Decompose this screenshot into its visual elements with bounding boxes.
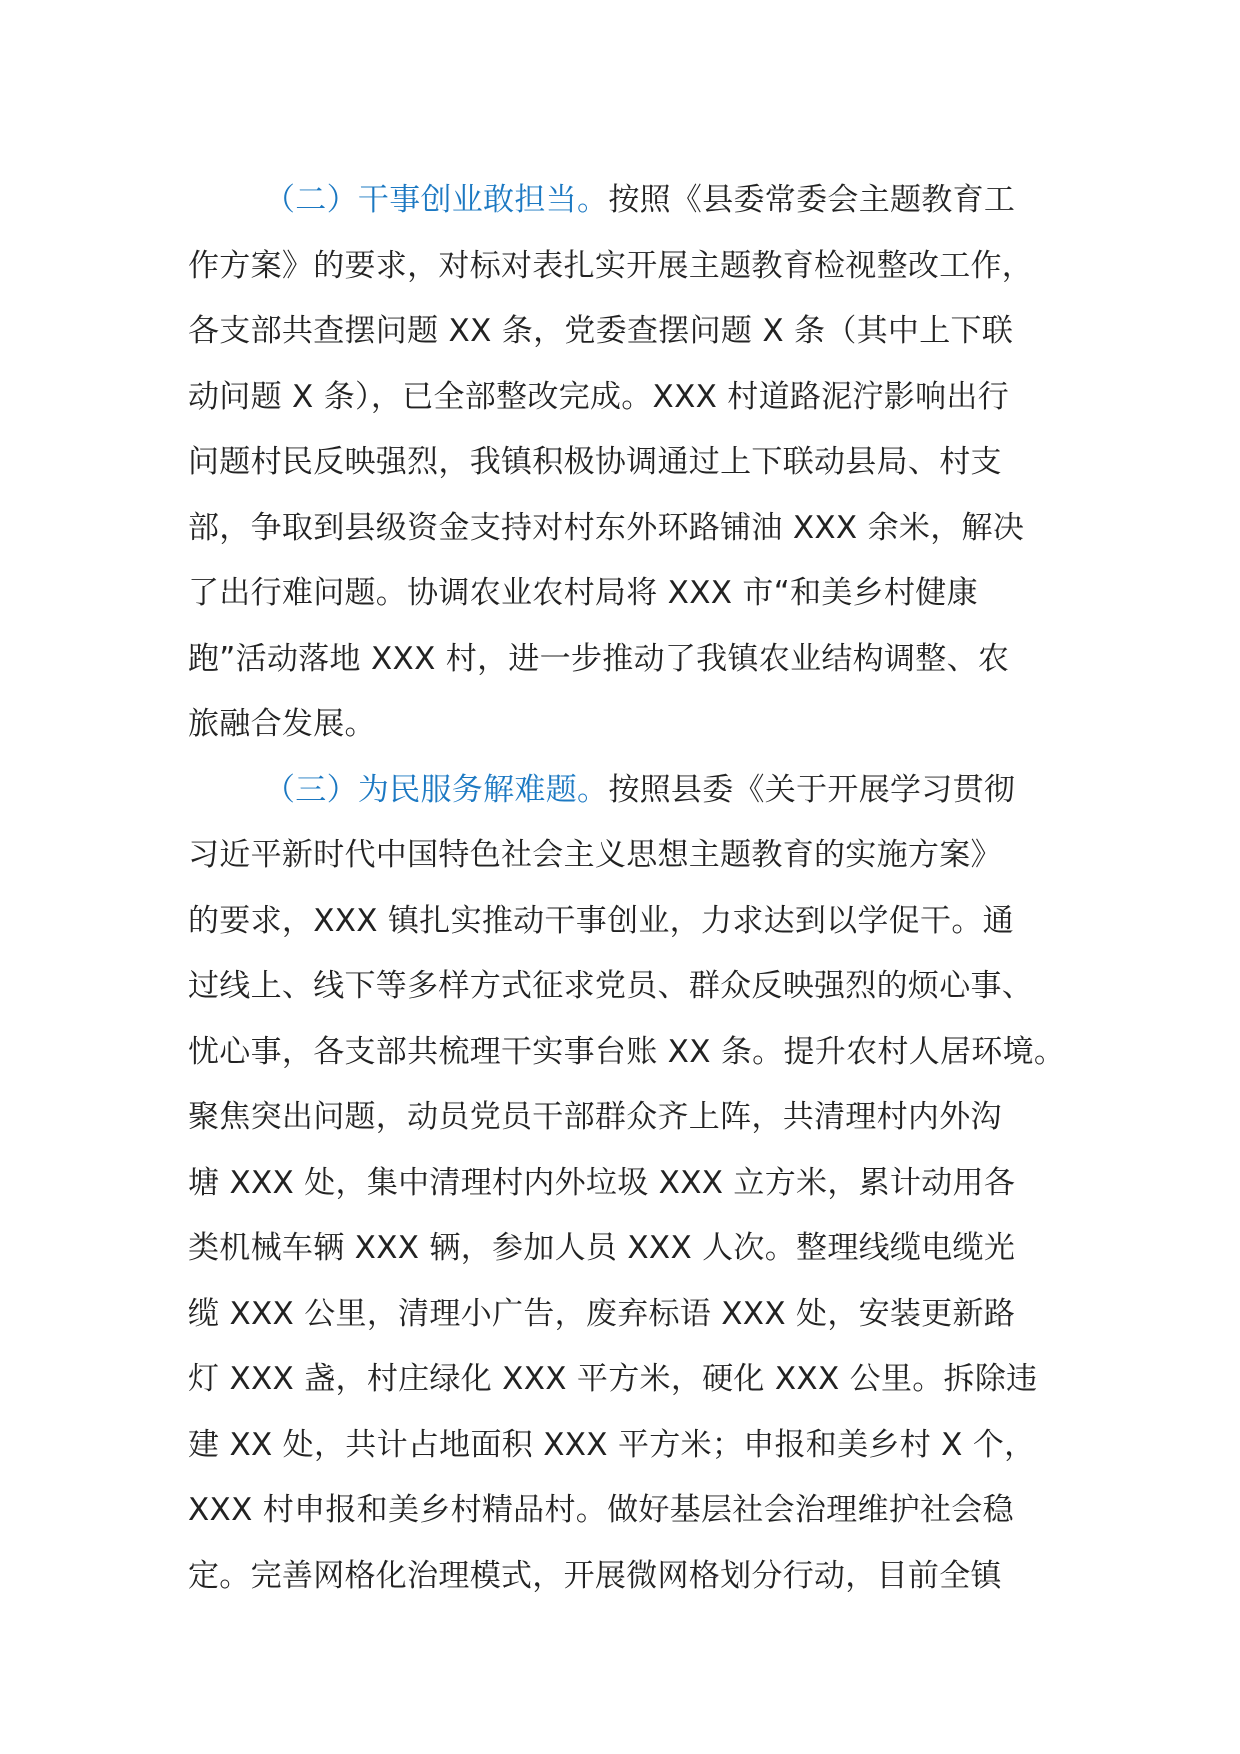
section2-line-8: 旅融合发展。: [188, 706, 376, 742]
section2-line-6: 了出行难问题。协调农业农村局将 XXX 市“和美乡村健康: [188, 575, 978, 611]
section2-line-0: 按照《县委常委会主题教育工: [608, 182, 1016, 218]
section2-first-line: [188, 168, 1068, 234]
section3-line-1: 习近平新时代中国特色社会主义思想主题教育的实施方案》: [188, 837, 1002, 873]
section2-line-7: 跑”活动落地 XXX 村，进一步推动了我镇农业结构调整、农: [188, 640, 1010, 677]
section3-line-10: 建 XX 处，共计占地面积 XXX 平方米；申报和美乡村 X 个，: [188, 1426, 1036, 1463]
section3-line-3: 过线上、线下等多样方式征求党员、群众反映强烈的烦心事、: [188, 968, 1034, 1004]
section3-line-9: 灯 XXX 盏，村庄绿化 XXX 平方米，硬化 XXX 公里。拆除违: [188, 1361, 1038, 1397]
document-body: [188, 168, 1068, 1609]
section2-line-1: 作方案》的要求，对标对表扎实开展主题教育检视整改工作，: [188, 247, 1034, 284]
section3-line-11: XXX 村申报和美乡村精品村。做好基层社会治理维护社会稳: [188, 1492, 1014, 1528]
section3-line-12: 定。完善网格化治理模式，开展微网格划分行动，目前全镇: [188, 1557, 1002, 1594]
section3-heading: （三）为民服务解难题。: [264, 771, 609, 808]
section2-line-2: 各支部共查摆问题 XX 条，党委查摆问题 X 条（其中上下联: [188, 313, 1014, 349]
section3-line-2: 的要求，XXX 镇扎实推动干事创业，力求达到以学促干。通: [188, 902, 1014, 939]
section3-first-line: [188, 758, 1068, 824]
section2-heading: （二）干事创业敢担当。: [264, 182, 609, 218]
section3-line-0: 按照县委《关于开展学习贯彻: [608, 771, 1016, 808]
section3-line-5: 聚焦突出问题，动员党员干部群众齐上阵，共清理村内外沟: [188, 1099, 1002, 1135]
section3-line-4: 忧心事，各支部共梳理干实事台账 XX 条。提升农村人居环境。: [188, 1033, 1066, 1070]
section3-line-8: 缆 XXX 公里，清理小广告，废弃标语 XXX 处，安装更新路: [188, 1295, 1016, 1332]
section2-line-5: 部，争取到县级资金支持对村东外环路铺油 XXX 余米，解决: [188, 509, 1025, 546]
section3-line-7: 类机械车辆 XXX 辆，参加人员 XXX 人次。整理线缆电缆光: [188, 1230, 1016, 1266]
section2-line-4: 问题村民反映强烈，我镇积极协调通过上下联动县局、村支: [188, 444, 1002, 480]
section2-line-3: 动问题 X 条），已全部整改完成。XXX 村道路泥泞影响出行: [188, 378, 1010, 415]
section3-line-6: 塘 XXX 处，集中清理村内外垃圾 XXX 立方米，累计动用各: [188, 1164, 1016, 1201]
